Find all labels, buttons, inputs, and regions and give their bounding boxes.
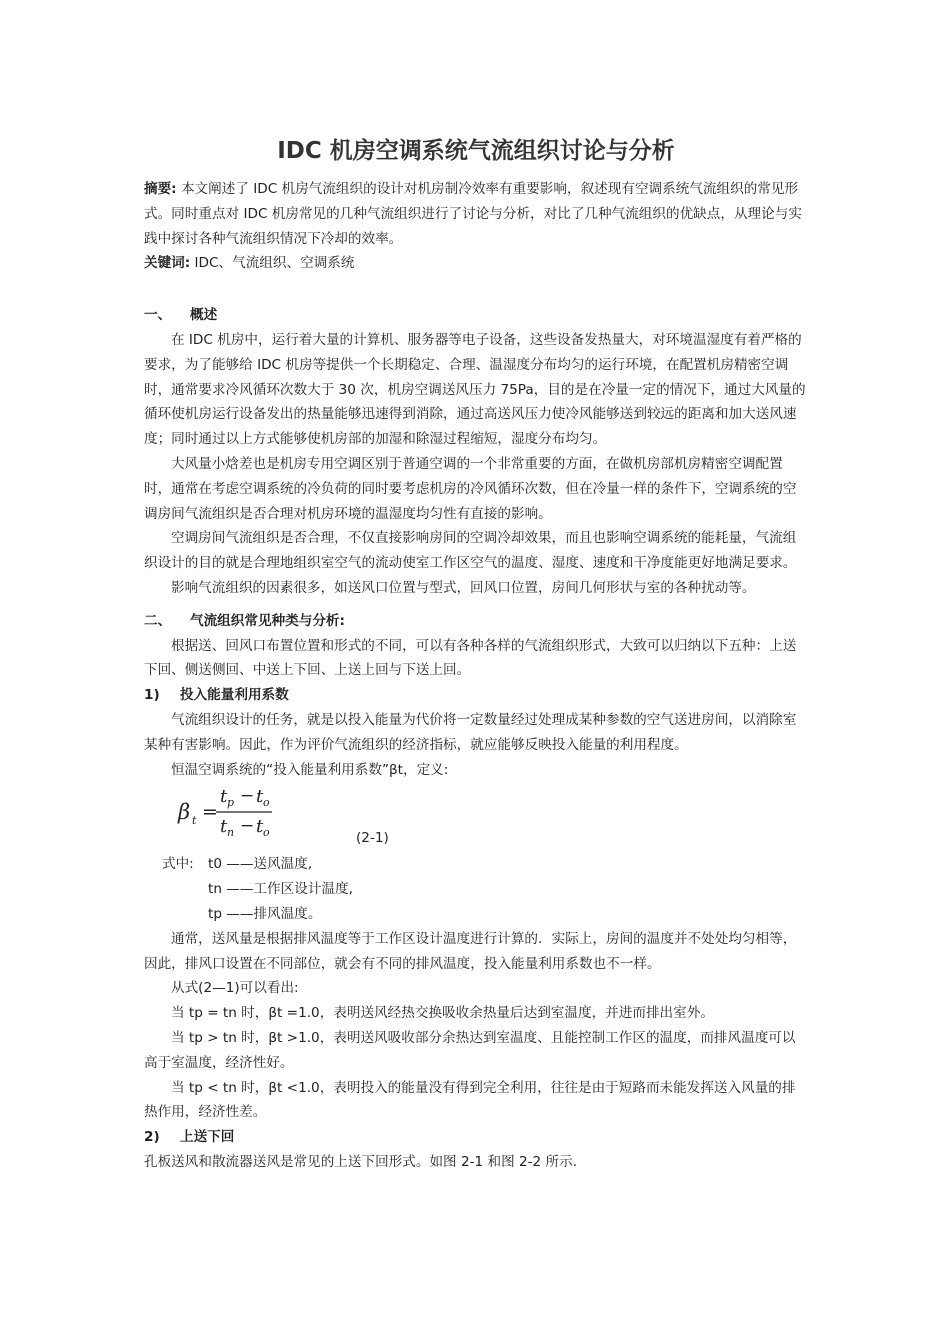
section-1-paragraph-2: 大风量小焓差也是机房专用空调区别于普通空调的一个非常重要的方面，在做机房部机房精密空调配置时，通常在考虑空调系统的冷负荷的同时要考虑机房的冷风循环次数，但在冷量一样的条件下，空调系统的空调房间气流组织是否合理对机房环境的温湿度均匀性有直接的影响。 — [144, 455, 797, 522]
section-1-paragraph-4: 影响气流组织的因素很多，如送风口位置与型式，回风口位置，房间几何形状与室的各种扰动等。 — [171, 579, 756, 596]
subsection-1-paragraph-5: 当 tp = tn 时，βt =1.0，表明送风经热交换吸收余热量后达到室温度，并进而排出室外。 — [171, 1005, 714, 1022]
section-2-intro: 根据送、回风口布置位置和形式的不同，可以有各种各样的气流组织形式，大致可以归纳以下五种：上送下回、侧送侧回、中送上下回、上送上回与下送上回。 — [144, 637, 797, 679]
formula-den-a-sub: n — [227, 826, 235, 840]
formula-den-a: t — [220, 816, 228, 838]
definition-3: tp ——排风温度。 — [208, 905, 322, 922]
subsection-2-paragraph-1: 孔板送风和散流器送风是常见的上送下回形式。如图 2-1 和图 2-2 所示. — [144, 1153, 578, 1170]
abstract-label: 摘要: — [144, 181, 177, 197]
subsection-1-heading — [144, 683, 808, 708]
definition-label: 式中: — [162, 856, 194, 873]
subsection-1-paragraph-3: 通常，送风量是根据排风温度等于工作区设计温度进行计算的．实际上，房间的温度并不处处均匀相等，因此，排风口设置在不同部位，就会有不同的排风温度，投入能量利用系数也不一样。 — [144, 930, 797, 972]
formula-num-a-sub: p — [227, 796, 235, 810]
section-2-number: 二、 — [144, 612, 172, 629]
formula-den-b: t — [256, 816, 264, 838]
subsection-2-heading — [144, 1125, 808, 1150]
subsection-1-title: 投入能量利用系数 — [180, 687, 289, 704]
subsection-1-paragraph-7: 当 tp < tn 时，βt <1.0，表明投入的能量没有得到完全利用，往往是由于短路而未能发挥送入风量的排热作用，经济性差。 — [144, 1079, 796, 1121]
section-2-heading — [144, 609, 808, 634]
subsection-2-number: 2) — [144, 1129, 160, 1146]
formula-num-a: t — [220, 786, 228, 808]
section-1-number: 一、 — [144, 307, 172, 324]
formula-num-b-sub: o — [263, 796, 270, 810]
keywords — [144, 251, 808, 276]
definition-1-text: t0 ——送风温度, — [208, 856, 313, 873]
document-body — [144, 134, 808, 1175]
formula-label: (2-1) — [356, 830, 389, 847]
abstract-text: 本文阐述了 IDC 机房气流组织的设计对机房制冷效率有重要影响，叙述现有空调系统气流组织的常见形式。同时重点对 IDC 机房常见的几种气流组织进行了讨论与分析，对比了几种气流组织的优缺点，从理论与实践中探讨各种气流组织情况下冷却的效率。 — [144, 181, 802, 247]
subsection-1-paragraph-4: 从式(2—1)可以看出: — [171, 980, 299, 997]
formula-equals: = — [202, 801, 218, 824]
subsection-2-title: 上送下回 — [180, 1129, 235, 1146]
section-1-title: 概述 — [190, 307, 218, 324]
section-1-paragraph-3: 空调房间气流组织是否合理，不仅直接影响房间的空调冷却效果，而且也影响空调系统的能耗量，气流组织设计的目的就是合理地组织室空气的流动使室工作区空气的温度、湿度、速度和干净度能更好地满足要求。 — [144, 530, 797, 572]
definition-1 — [144, 852, 808, 877]
formula-num-minus: − — [240, 786, 255, 807]
document-title: IDC 机房空调系统气流组织讨论与分析 — [277, 138, 675, 164]
formula-den-minus: − — [240, 816, 255, 837]
section-1-heading — [144, 303, 808, 328]
formula-2-1 — [144, 782, 808, 852]
subsection-1-paragraph-2: 恒温空调系统的“投入能量利用系数”βt，定义: — [171, 761, 449, 778]
keywords-text: IDC、气流组织、空调系统 — [194, 255, 355, 272]
definition-2: tn ——工作区设计温度, — [208, 881, 353, 898]
subsection-1-number: 1) — [144, 687, 160, 704]
formula-image — [176, 782, 306, 844]
formula-den-b-sub: o — [263, 826, 270, 840]
formula-num-b: t — [256, 786, 264, 808]
subsection-1-paragraph-6: 当 tp > tn 时，βt >1.0，表明送风吸收部分余热达到室温度、且能控制工作区的温度，而排风温度可以高于室温度，经济性好。 — [144, 1029, 796, 1071]
formula-lhs: β — [178, 800, 191, 825]
section-2-title: 气流组织常见种类与分析: — [190, 612, 345, 629]
abstract — [144, 177, 808, 251]
keywords-label: 关键词: — [144, 255, 191, 272]
section-1-paragraph-1: 在 IDC 机房中，运行着大量的计算机、服务器等电子设备，这些设备发热量大，对环境温湿度有着严格的要求，为了能够给 IDC 机房等提供一个长期稳定、合理、温湿度分布均匀的运行环境，在配置机房精密空调时，通常要求冷风循环次数大于 30 次，机房空调送风压力 75Pa，目的是在冷量一定的情况下，通过大风量的循环使机房运行设备发出的热量能够迅速得到消除，通过高送风压力使冷风能够送到较远的距离和加大送风速度；同时通过以上方式能够使机房部的加湿和除湿过程缩短，湿度分布均匀。 — [144, 331, 806, 448]
formula-lhs-sub: t — [192, 814, 197, 828]
subsection-1-paragraph-1: 气流组织设计的任务，就是以投入能量为代价将一定数量经过处理成某种参数的空气送进房间，以消除室某种有害影响。因此，作为评价气流组织的经济指标，就应能够反映投入能量的利用程度。 — [144, 711, 797, 753]
